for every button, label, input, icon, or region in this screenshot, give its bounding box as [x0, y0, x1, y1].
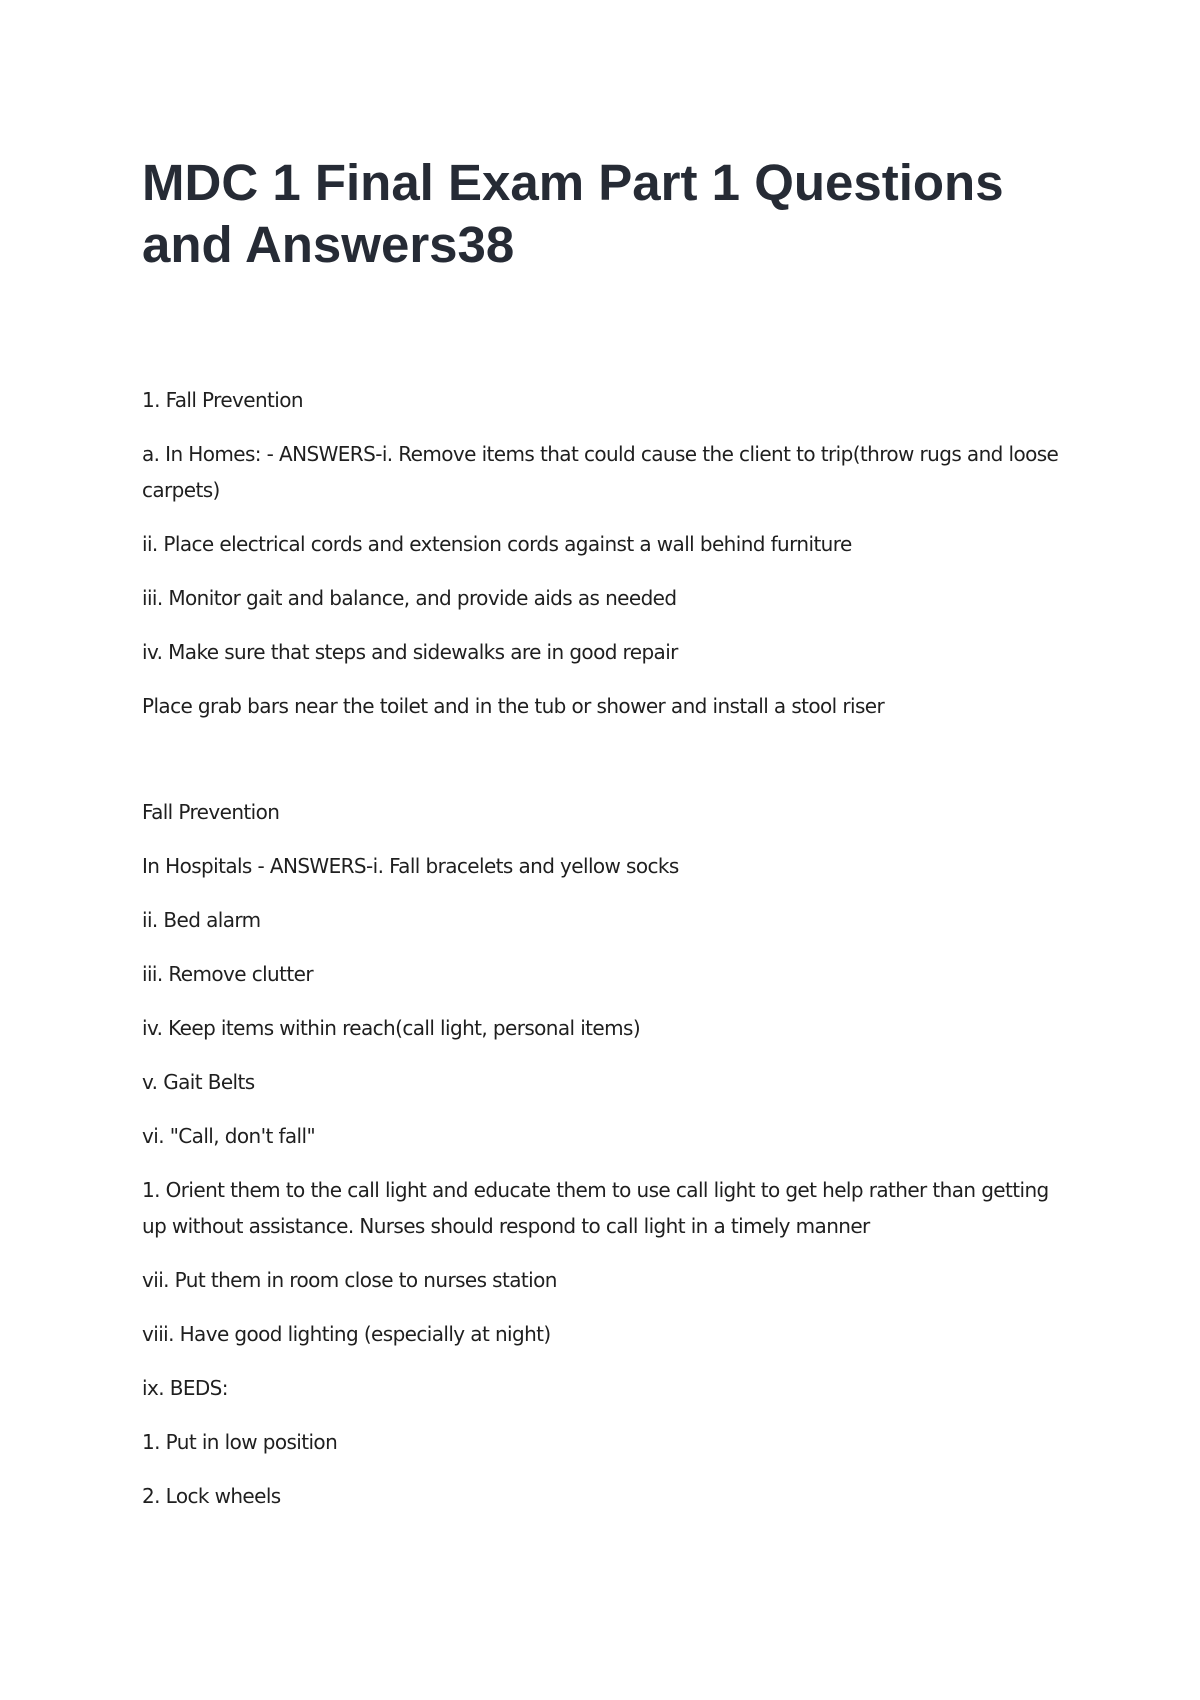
paragraph: ii. Bed alarm [142, 908, 261, 932]
paragraph: 2. Lock wheels [142, 1484, 281, 1508]
section-spacer [142, 742, 1072, 794]
paragraph: 1. Orient them to the call light and educate them to use call light to get help rather than getting up without assistance. Nurses should respond to call light in a timely manner [142, 1178, 1049, 1238]
document-body [142, 382, 1072, 1532]
paragraph: 1. Put in low position [142, 1430, 338, 1454]
paragraph: iv. Make sure that steps and sidewalks are in good repair [142, 640, 678, 664]
paragraph: ii. Place electrical cords and extension cords against a wall behind furniture [142, 532, 852, 556]
paragraph: vii. Put them in room close to nurses station [142, 1268, 557, 1292]
paragraph: iii. Remove clutter [142, 962, 313, 986]
paragraph: iii. Monitor gait and balance, and provide aids as needed [142, 586, 677, 610]
paragraph: viii. Have good lighting (especially at night) [142, 1322, 551, 1346]
paragraph: Place grab bars near the toilet and in the tub or shower and install a stool riser [142, 694, 885, 718]
paragraph: 1. Fall Prevention [142, 388, 303, 412]
paragraph: a. In Homes: - ANSWERS-i. Remove items that could cause the client to trip(throw rugs and loose carpets) [142, 442, 1059, 502]
document-title: MDC 1 Final Exam Part 1 Questions and Answers38 [142, 154, 1004, 273]
paragraph: In Hospitals - ANSWERS-i. Fall bracelets and yellow socks [142, 854, 679, 878]
paragraph: vi. "Call, don't fall" [142, 1124, 316, 1148]
paragraph: v. Gait Belts [142, 1070, 255, 1094]
paragraph: iv. Keep items within reach(call light, personal items) [142, 1016, 641, 1040]
paragraph: Fall Prevention [142, 800, 280, 824]
paragraph: ix. BEDS: [142, 1376, 228, 1400]
